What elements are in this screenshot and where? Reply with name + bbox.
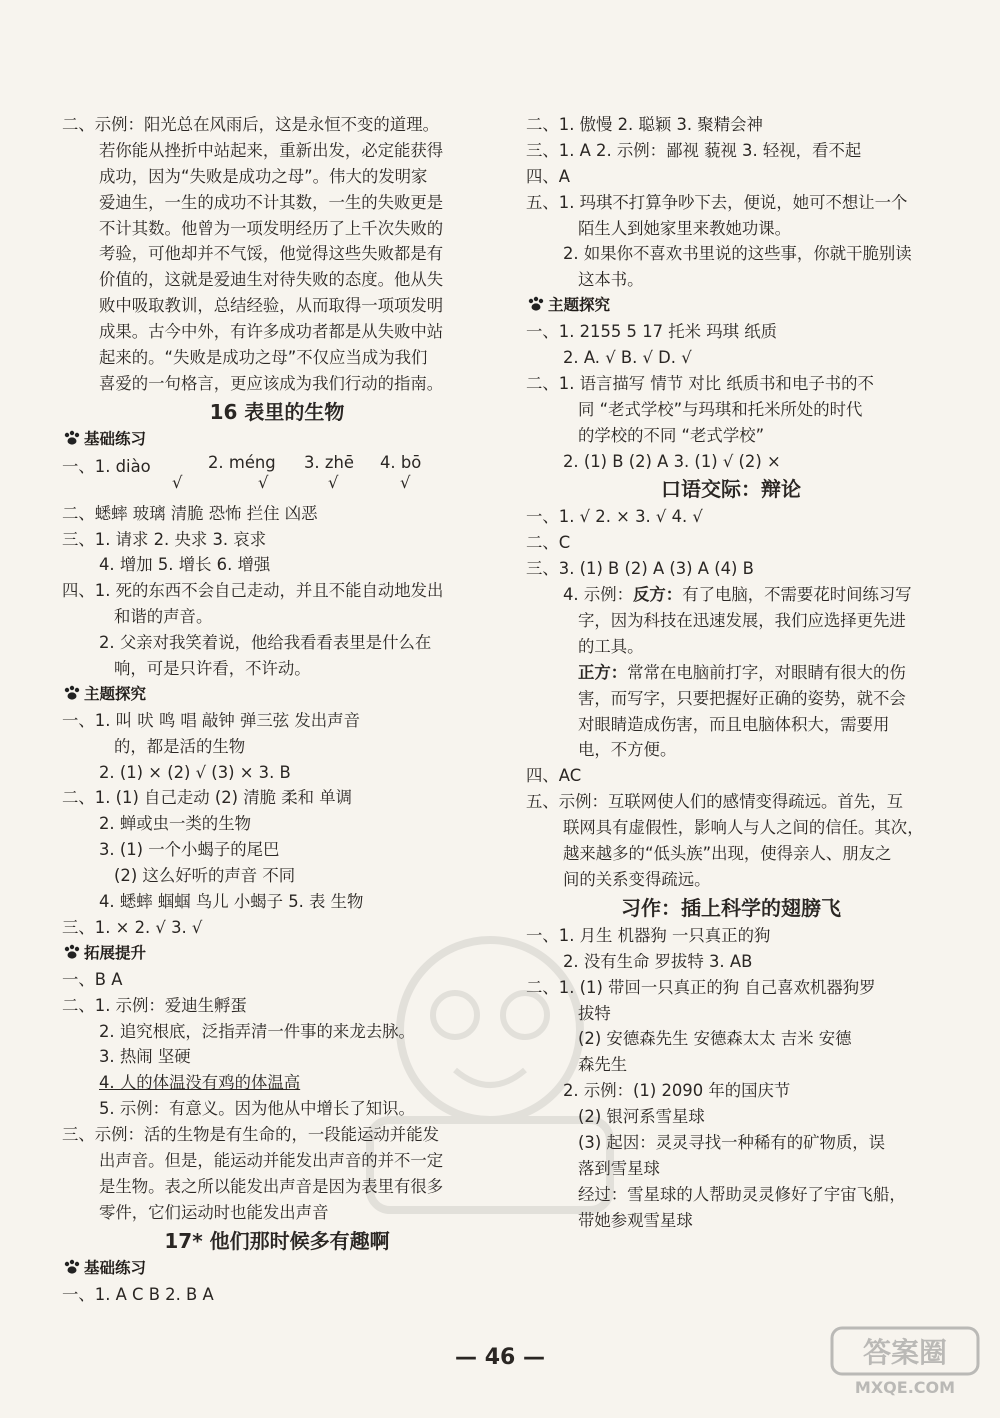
check-mark: √ bbox=[172, 472, 183, 492]
section-heading-label: 基础练习 bbox=[84, 429, 147, 448]
pinyin-answers bbox=[62, 453, 492, 501]
section-heading-label: 基础练习 bbox=[84, 1258, 147, 1277]
text-line: 不计其数。他曾为一项发明经历了上千次失败的 bbox=[99, 218, 444, 238]
section-heading-label: 拓展提升 bbox=[84, 943, 147, 962]
text-line: 成果。古今中外，有许多成功者都是从失败中站 bbox=[99, 322, 444, 342]
text-line: 3. (1) 一个小蝎子的尾巴 bbox=[99, 840, 280, 860]
oral-communication-title: 口语交际：辩论 bbox=[661, 477, 801, 502]
section-heading bbox=[62, 682, 492, 708]
section-heading-label: 主题探究 bbox=[548, 296, 611, 315]
text-line: 落到雪星球 bbox=[578, 1158, 660, 1178]
text-line: 间的关系变得疏远。 bbox=[563, 869, 711, 889]
text-line: 是生物。表之所以能发出声音是因为表里有很多 bbox=[99, 1176, 444, 1196]
text-line: 喜爱的一句格言，更应该成为我们行动的指南。 bbox=[99, 373, 444, 393]
text-line: 2. A. √ B. √ D. √ bbox=[563, 348, 692, 368]
text-line: 四、AC bbox=[526, 766, 582, 786]
section-heading-label: 主题探究 bbox=[84, 684, 147, 703]
text-line: 二、示例：阳光总在风雨后，这是永恒不变的道理。 bbox=[62, 115, 439, 134]
text-line: 四、1. 死的东西不会自己走动，并且不能自动地发出 bbox=[62, 581, 444, 601]
pinyin-item: 2. méng bbox=[208, 452, 276, 472]
section-heading bbox=[526, 293, 936, 319]
text-line: 二、蟋蟀 玻璃 清脆 恐怖 拦住 凶恶 bbox=[62, 503, 318, 523]
text-line: 五、示例：互联网使人们的感情变得疏远。首先，互 bbox=[526, 792, 903, 812]
text-line: 害，而写字，只要把握好正确的姿势，就不会 bbox=[578, 688, 906, 708]
text-line: 考验，可他却并不气馁，他觉得这些失败都是有 bbox=[99, 244, 444, 264]
text-line: 5. 示例：有意义。因为他从中增长了知识。 bbox=[99, 1099, 415, 1119]
text-line: (2) 安德森先生 安德森太太 吉米 安德 bbox=[578, 1029, 852, 1049]
mascot-stamp-icon bbox=[360, 920, 620, 1220]
check-mark: √ bbox=[328, 472, 339, 492]
text-line: 爱迪生，一生的成功不计其数，一生的失败更是 bbox=[99, 192, 444, 212]
text-line: 二、1. 示例：爱迪生孵蛋 bbox=[62, 995, 247, 1015]
pro-side-label: 正方： bbox=[578, 662, 628, 682]
text-line: 出声音。但是，能运动并能发出声音的并不一定 bbox=[99, 1150, 444, 1170]
text-line: 的工具。 bbox=[578, 636, 644, 656]
text-line: 一、1. 月生 机器狗 一只真正的狗 bbox=[526, 925, 771, 945]
text-line: 同 “老式学校”与玛琪和托米所处的时代 bbox=[578, 399, 863, 419]
text-line: 二、1. 傲慢 2. 聪颖 3. 聚精会神 bbox=[526, 115, 763, 134]
text-line: 三、3. (1) B (2) A (3) A (4) B bbox=[526, 559, 754, 579]
text-line: 电，不方便。 bbox=[578, 740, 677, 760]
section-heading bbox=[62, 427, 492, 453]
lesson-16-title: 16 表里的生物 bbox=[209, 399, 345, 424]
text-line: 森先生 bbox=[578, 1055, 628, 1075]
paw-icon bbox=[62, 430, 82, 446]
text-line: 字，因为科技在迅速发展，我们应选择更先进 bbox=[578, 611, 906, 631]
text-line: 二、1. (1) 自己走动 (2) 清脆 柔和 单调 bbox=[62, 788, 353, 808]
theme-inquiry-answers bbox=[526, 319, 936, 474]
text-line: (2) 这么好听的声音 不同 bbox=[114, 866, 296, 886]
text-line: 经过：雪星球的人帮助灵灵修好了宇宙飞船， bbox=[578, 1184, 906, 1204]
text-line: 带她参观雪星球 bbox=[578, 1210, 693, 1230]
text-line: 2. (1) B (2) A 3. (1) √ (2) × bbox=[563, 451, 781, 471]
text-line: 一、1. A C B 2. B A bbox=[62, 1284, 214, 1304]
pinyin-item: 一、1. diào bbox=[62, 456, 151, 476]
text-line: 联网具有虚假性，影响人与人之间的信任。其次， bbox=[563, 818, 924, 838]
underlined-answer: 4. 人的体温没有鸡的体温高 bbox=[99, 1073, 301, 1093]
paw-icon bbox=[526, 296, 546, 312]
paw-icon bbox=[62, 944, 82, 960]
text-line: 这本书。 bbox=[578, 270, 644, 290]
text-line: 2. 如果你不喜欢书里说的这些事，你就干脆别读 bbox=[563, 244, 912, 264]
text-line: 的，都是活的生物 bbox=[114, 736, 246, 756]
text-line: 4. 蟋蟀 蝈蝈 鸟儿 小蝎子 5. 表 生物 bbox=[99, 892, 364, 912]
text-line: 一、1. √ 2. × 3. √ 4. √ bbox=[526, 507, 703, 527]
text-line: 败中吸取教训，总结经验，从而取得一项项发明 bbox=[99, 296, 444, 316]
text-line: 对眼睛造成伤害，而且电脑体积大，需要用 bbox=[578, 714, 890, 734]
text-line: 响，可是只许看，不许动。 bbox=[114, 659, 311, 679]
text-line: 三、示例：活的生物是有生命的，一段能运动并能发 bbox=[62, 1125, 439, 1145]
text-line: (3) 起因：灵灵寻找一种稀有的矿物质，误 bbox=[578, 1132, 886, 1152]
text-line: 价值的，这就是爱迪生对待失败的态度。他从失 bbox=[99, 270, 444, 290]
pinyin-item: 3. zhē bbox=[304, 452, 354, 472]
text-line: 4. 增加 5. 增长 6. 增强 bbox=[99, 555, 271, 575]
writing-title: 习作：插上科学的翅膀飞 bbox=[621, 895, 841, 920]
text-line: 陌生人到她家里来教她功课。 bbox=[578, 218, 792, 238]
text-line: 拔特 bbox=[578, 1003, 611, 1023]
paw-icon bbox=[62, 1259, 82, 1275]
check-mark: √ bbox=[258, 472, 269, 492]
text-line: 二、1. 语言描写 情节 对比 纸质书和电子书的不 bbox=[526, 373, 874, 393]
text-line: 2. (1) × (2) √ (3) × 3. B bbox=[99, 762, 291, 782]
watermark-url: MXQE.COM bbox=[854, 1378, 956, 1397]
text-line: 若你能从挫折中站起来，重新出发，必定能获得 bbox=[99, 140, 444, 160]
text-line: 起来的。“失败是成功之母”不仅应当成为我们 bbox=[99, 348, 428, 368]
text-line: 五、1. 玛琪不打算争吵下去，便说，她可不想让一个 bbox=[526, 192, 908, 212]
lesson-17-title: 17* 他们那时候多有趣啊 bbox=[164, 1228, 390, 1253]
text-line: 2. 追究根底，泛指弄清一件事的来龙去脉。 bbox=[99, 1021, 415, 1041]
text-line: 越来越多的“低头族”出现，使得亲人、朋友之 bbox=[563, 844, 892, 864]
watermark-title: 答案圈 bbox=[862, 1336, 948, 1369]
text-line: 3. 热闹 坚硬 bbox=[99, 1047, 191, 1067]
text-line: 三、1. 请求 2. 央求 3. 哀求 bbox=[62, 529, 267, 549]
oral-communication-answers bbox=[526, 504, 936, 892]
page-number: — 46 — bbox=[455, 1345, 545, 1370]
text-line: 四、A bbox=[526, 166, 570, 186]
text-line: 2. 蝉或虫一类的生物 bbox=[99, 814, 251, 834]
pinyin-item: 4. bō bbox=[380, 452, 422, 472]
pro-side-text: 常常在电脑前打字，对眼睛有很大的伤 bbox=[627, 662, 906, 682]
text-line: 三、1. A 2. 示例：鄙视 藐视 3. 轻视，看不起 bbox=[526, 140, 862, 160]
lesson-17-answers bbox=[526, 112, 936, 293]
section-heading bbox=[62, 1256, 492, 1282]
text-line: 二、1. (1) 带回一只真正的狗 自己喜欢机器狗罗 bbox=[526, 977, 876, 997]
basic-practice-answers bbox=[62, 501, 492, 682]
text-line: 一、1. 叫 吠 鸣 唱 敲钟 弹三弦 发出声音 bbox=[62, 710, 360, 730]
text-line: 一、1. 2155 5 17 托米 玛琪 纸质 bbox=[526, 322, 778, 342]
text-line: 2. 示例：(1) 2090 年的国庆节 bbox=[563, 1081, 791, 1101]
text-line bbox=[526, 582, 936, 608]
check-mark: √ bbox=[400, 472, 411, 492]
con-side-label: 反方： bbox=[633, 585, 683, 605]
text-line: 的学校的不同 “老式学校” bbox=[578, 425, 765, 445]
paw-icon bbox=[62, 685, 82, 701]
site-watermark bbox=[830, 1326, 980, 1398]
text-line: 一、B A bbox=[62, 969, 123, 989]
text-line: 2. 父亲对我笑着说，他给我看看表里是什么在 bbox=[99, 633, 432, 653]
theme-inquiry-answers bbox=[62, 708, 492, 941]
text-line: 零件，它们运动时也能发出声音 bbox=[99, 1202, 329, 1222]
item-prefix: 4. 示例： bbox=[563, 585, 634, 605]
text-line bbox=[526, 660, 936, 686]
text-line: 成功，因为“失败是成功之母”。伟大的发明家 bbox=[99, 166, 428, 186]
text-line: 2. 没有生命 罗拔特 3. AB bbox=[563, 951, 753, 971]
text-line: (2) 银河系雪星球 bbox=[578, 1107, 705, 1127]
essay-answer bbox=[62, 112, 492, 397]
text-line: 三、1. × 2. √ 3. √ bbox=[62, 917, 203, 937]
text-line: 二、C bbox=[526, 533, 571, 553]
text-line: 和谐的声音。 bbox=[114, 607, 213, 627]
con-side-text: 有了电脑，不需要花时间练习写 bbox=[682, 585, 912, 605]
